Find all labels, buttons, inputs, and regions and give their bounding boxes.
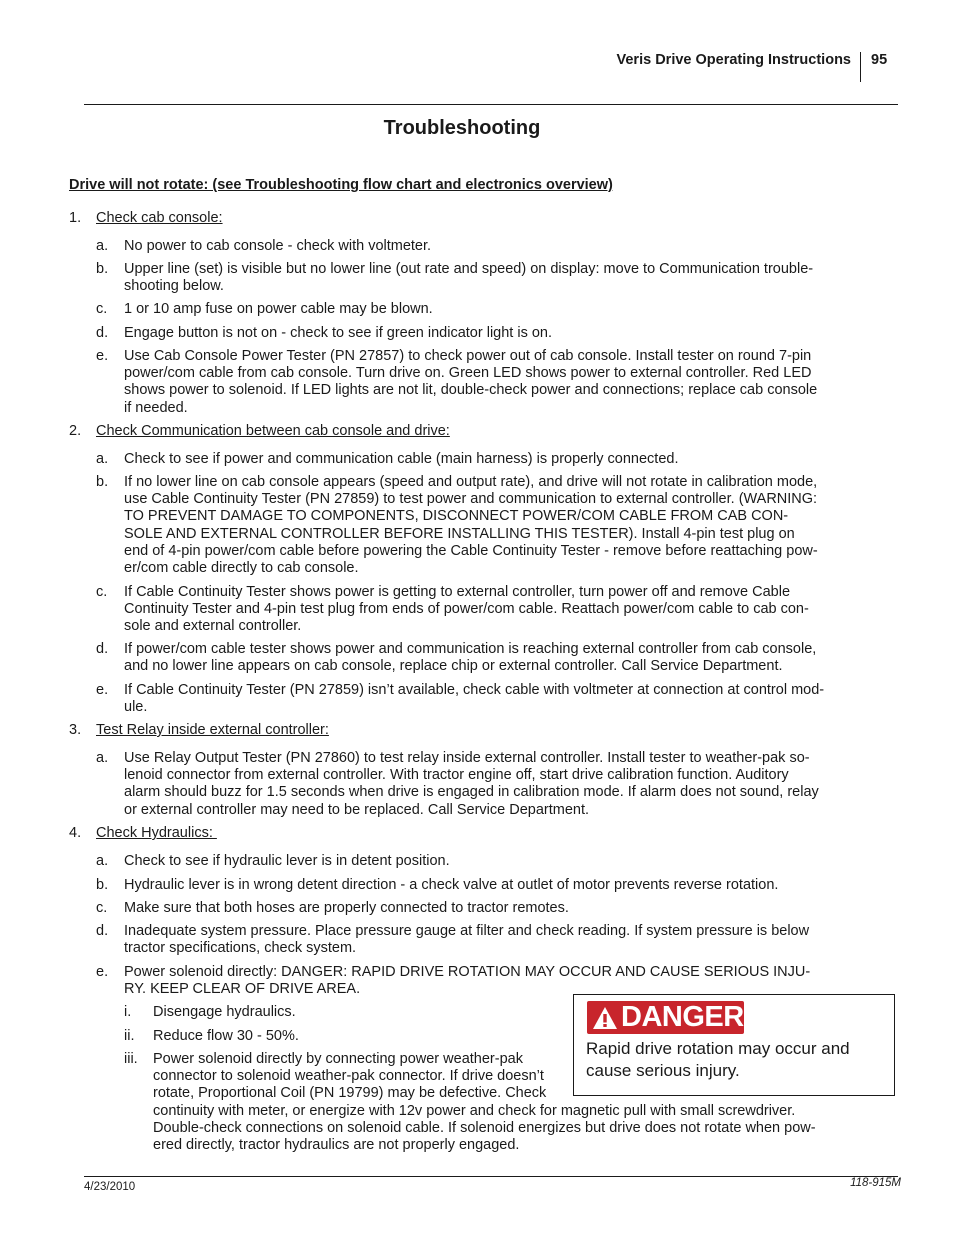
text-line: If power/com cable tester shows power and communication is reaching external controller from cab console,	[124, 641, 817, 657]
header-separator	[860, 52, 861, 82]
step-1-c-text	[124, 301, 858, 318]
step-2-b-text	[124, 474, 858, 577]
substep-ii-numeral: ii.	[124, 1028, 135, 1044]
step-1-a-text	[124, 238, 858, 255]
text-line: Continuity Tester and 4-pin test plug from ends of power/com cable. Reattach power/com cable to cab con-	[124, 601, 809, 618]
text-line: RY. KEEP CLEAR OF DRIVE AREA.	[124, 981, 361, 998]
text-line: If Cable Continuity Tester (PN 27859) isn’t available, check cable with voltmeter at connection at control mod-	[124, 682, 825, 698]
step-4-label: Check Hydraulics:	[96, 825, 217, 841]
step-1-e-text	[124, 348, 858, 417]
header-rule	[84, 104, 898, 105]
substep-i-numeral: i.	[124, 1004, 132, 1020]
text-line: continuity with meter, or energize with 12v power and check for magnetic pull with small screwdriver.	[153, 1102, 796, 1119]
step-1-label: Check cab console:	[96, 210, 223, 226]
section-heading: Drive will not rotate: (see Troubleshooting flow chart and electronics overview)	[69, 177, 613, 193]
step-2-label: Check Communication between cab console and drive:	[96, 423, 450, 439]
danger-callout	[573, 994, 895, 1096]
text-line: Use Relay Output Tester (PN 27860) to test relay inside external controller. Install tester to weather-pak so-	[124, 750, 810, 766]
text-line: er/com cable directly to cab console.	[124, 560, 359, 577]
step-4-a-text	[124, 853, 858, 870]
step-1-number: 1.	[69, 210, 82, 226]
substep-i-text	[153, 1004, 563, 1021]
text-line: Check to see if power and communication cable (main harness) is properly connected.	[124, 451, 679, 467]
step-2-c-text	[124, 584, 858, 636]
step-2-e-text	[124, 682, 858, 716]
text-line: Double-check connections on solenoid cable. If solenoid energizes but drive does not rotate when pow-	[153, 1119, 816, 1136]
danger-label: DANGER	[621, 1001, 744, 1033]
step-4-c-letter: c.	[96, 900, 108, 916]
text-line: Power solenoid directly by connecting power weather-pak	[153, 1051, 523, 1067]
step-4-b-letter: b.	[96, 877, 109, 893]
text-line: if needed.	[124, 399, 188, 416]
header-title: Veris Drive Operating Instructions	[616, 52, 851, 68]
step-2-e-letter: e.	[96, 682, 109, 698]
text-line: rotate, Proportional Coil (PN 19799) may be defective. Check	[153, 1085, 547, 1102]
text-line: shows power to solenoid. If LED lights are not lit, double-check power and connections; replace cab console	[124, 382, 818, 399]
text-line: use Cable Continuity Tester (PN 27859) to test power and communication to external controller. (WARNING:	[124, 491, 818, 508]
text-line: cause serious injury.	[586, 1060, 740, 1080]
page-number: 95	[871, 52, 888, 68]
text-line: Engage button is not on - check to see if green indicator light is on.	[124, 325, 553, 341]
danger-banner	[587, 1001, 744, 1034]
text-line: ule.	[124, 699, 148, 716]
step-1-b-text	[124, 261, 858, 295]
text-line: lenoid connector from external controller. With tractor engine off, start drive calibration function. Auditory	[124, 767, 789, 784]
text-line: Reduce flow 30 - 50%.	[153, 1028, 299, 1044]
step-2-d-letter: d.	[96, 641, 109, 657]
step-2-c-letter: c.	[96, 584, 108, 600]
step-1-d-letter: d.	[96, 325, 109, 341]
page-title: Troubleshooting	[383, 117, 541, 139]
text-line: alarm should buzz for 1.5 seconds when drive is engaged in calibration mode. If alarm does not sound, relay	[124, 784, 819, 801]
step-3-a-letter: a.	[96, 750, 109, 766]
text-line: If Cable Continuity Tester shows power is getting to external controller, turn power off and remove Cable	[124, 584, 791, 600]
text-line: If no lower line on cab console appears (speed and output rate), and drive will not rotate in calibration mode,	[124, 474, 818, 490]
text-line: No power to cab console - check with voltmeter.	[124, 238, 432, 254]
step-1-e-letter: e.	[96, 348, 109, 364]
step-3-label: Test Relay inside external controller:	[96, 722, 329, 738]
danger-message	[586, 1038, 886, 1081]
text-line: Hydraulic lever is in wrong detent direction - a check valve at outlet of motor prevents reverse rotation.	[124, 877, 779, 893]
step-2-a-text	[124, 451, 858, 468]
step-4-b-text	[124, 877, 858, 894]
text-line: connector to solenoid weather-pak connector. If drive doesn’t	[153, 1068, 544, 1085]
text-line: SOLE AND EXTERNAL CONTROLLER BEFORE INSTALLING THIS TESTER). Install 4-pin test plug on	[124, 525, 795, 542]
step-4-a-letter: a.	[96, 853, 109, 869]
step-2-a-letter: a.	[96, 451, 109, 467]
text-line: Check to see if hydraulic lever is in detent position.	[124, 853, 450, 869]
text-line: Power solenoid directly: DANGER: RAPID DRIVE ROTATION MAY OCCUR AND CAUSE SERIOUS INJU-	[124, 964, 811, 980]
warning-triangle-icon	[592, 1006, 618, 1030]
text-line: tractor specifications, check system.	[124, 940, 357, 957]
text-line: end of 4-pin power/com cable before powering the Cable Continuity Tester - remove before reattaching pow-	[124, 542, 818, 559]
footer-rule	[84, 1176, 898, 1177]
text-line: Make sure that both hoses are properly connected to tractor remotes.	[124, 900, 569, 916]
step-3-number: 3.	[69, 722, 82, 738]
text-line: or external controller may need to be replaced. Call Service Department.	[124, 801, 590, 818]
footer-date: 4/23/2010	[84, 1181, 136, 1193]
step-4-c-text	[124, 900, 858, 917]
text-line: Disengage hydraulics.	[153, 1004, 296, 1020]
step-4-d-text	[124, 923, 858, 957]
text-line: 1 or 10 amp fuse on power cable may be blown.	[124, 301, 433, 317]
step-1-b-letter: b.	[96, 261, 109, 277]
substep-ii-text	[153, 1028, 563, 1045]
footer-doc-number: 118-915M	[850, 1177, 901, 1189]
step-2-d-text	[124, 641, 858, 675]
step-3-a-text	[124, 750, 858, 819]
text-line: and no lower line appears on cab console, replace chip or external controller. Call Service Department.	[124, 658, 783, 675]
substep-iii-numeral: iii.	[124, 1051, 138, 1067]
step-2-number: 2.	[69, 423, 82, 439]
text-line: TO PREVENT DAMAGE TO COMPONENTS, DISCONNECT POWER/COM CABLE FROM CAB CON-	[124, 508, 789, 525]
text-line: Use Cab Console Power Tester (PN 27857) to check power out of cab console. Install tester on round 7-pin	[124, 348, 812, 364]
step-1-a-letter: a.	[96, 238, 109, 254]
step-2-b-letter: b.	[96, 474, 109, 490]
text-line: Rapid drive rotation may occur and	[586, 1039, 850, 1058]
text-line: sole and external controller.	[124, 618, 302, 635]
step-1-c-letter: c.	[96, 301, 108, 317]
step-4-number: 4.	[69, 825, 82, 841]
step-4-e-letter: e.	[96, 964, 109, 980]
text-line: power/com cable from cab console. Turn drive on. Green LED shows power to external controller. Red LED	[124, 365, 812, 382]
step-1-d-text	[124, 325, 858, 342]
text-line: Upper line (set) is visible but no lower line (out rate and speed) on display: move to Communication trouble-	[124, 261, 814, 277]
step-4-d-letter: d.	[96, 923, 109, 939]
text-line: shooting below.	[124, 278, 224, 295]
text-line: ered directly, tractor hydraulics are not properly engaged.	[153, 1137, 520, 1154]
text-line: Inadequate system pressure. Place pressure gauge at filter and check reading. If system pressure is below	[124, 923, 810, 939]
